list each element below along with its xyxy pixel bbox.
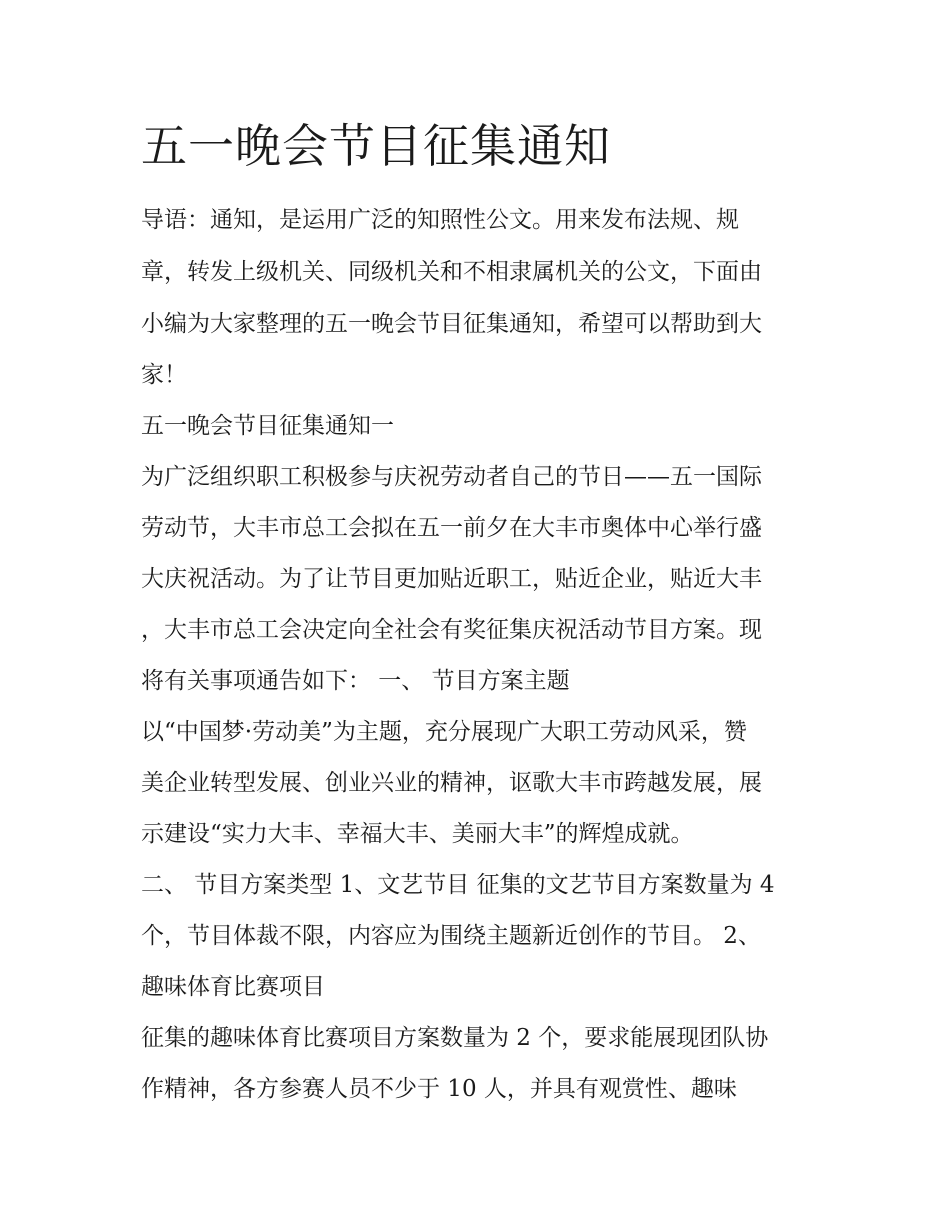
body-line: 大庆祝活动。为了让节目更加贴近职工，贴近企业，贴近大丰 [141, 566, 762, 592]
body-line: 为广泛组织职工积极参与庆祝劳动者自己的节日——五一国际 [141, 464, 762, 490]
body-line: 美企业转型发展、创业兴业的精神，讴歌大丰市跨越发展，展 [141, 770, 762, 796]
body-line: 征集的趣味体育比赛项目方案数量为 2 个，要求能展现团队协 [141, 1025, 769, 1051]
body-line: ，大丰市总工会决定向全社会有奖征集庆祝活动节目方案。现 [141, 617, 762, 643]
body-line: 以“中国梦·劳动美”为主题，充分展现广大职工劳动风采，赞 [141, 719, 747, 745]
body-line: 将有关事项通告如下： 一、 节目方案主题 [141, 668, 570, 694]
section-heading: 五一晚会节目征集通知一 [141, 413, 394, 439]
body-line: 个，节目体裁不限，内容应为围绕主题新近创作的节目。 2、 [141, 923, 761, 949]
document-title: 五一晚会节目征集通知 [141, 119, 611, 173]
body-line: 导语：通知，是运用广泛的知照性公文。用来发布法规、规 [141, 207, 739, 233]
body-line: 二、 节目方案类型 1、文艺节目 征集的文艺节目方案数量为 4 [141, 872, 775, 898]
body-line: 小编为大家整理的五一晚会节目征集通知，希望可以帮助到大 [141, 311, 762, 337]
body-line: 劳动节，大丰市总工会拟在五一前夕在大丰市奥体中心举行盛 [141, 515, 762, 541]
body-line: 家！ [141, 362, 187, 388]
body-line: 作精神，各方参赛人员不少于 10 人，并具有观赏性、趣味 [141, 1076, 737, 1102]
body-line: 趣味体育比赛项目 [141, 974, 325, 1000]
body-line: 章，转发上级机关、同级机关和不相隶属机关的公文，下面由 [141, 259, 762, 285]
body-line: 示建设“实力大丰、幸福大丰、美丽大丰”的辉煌成就。 [141, 821, 694, 847]
